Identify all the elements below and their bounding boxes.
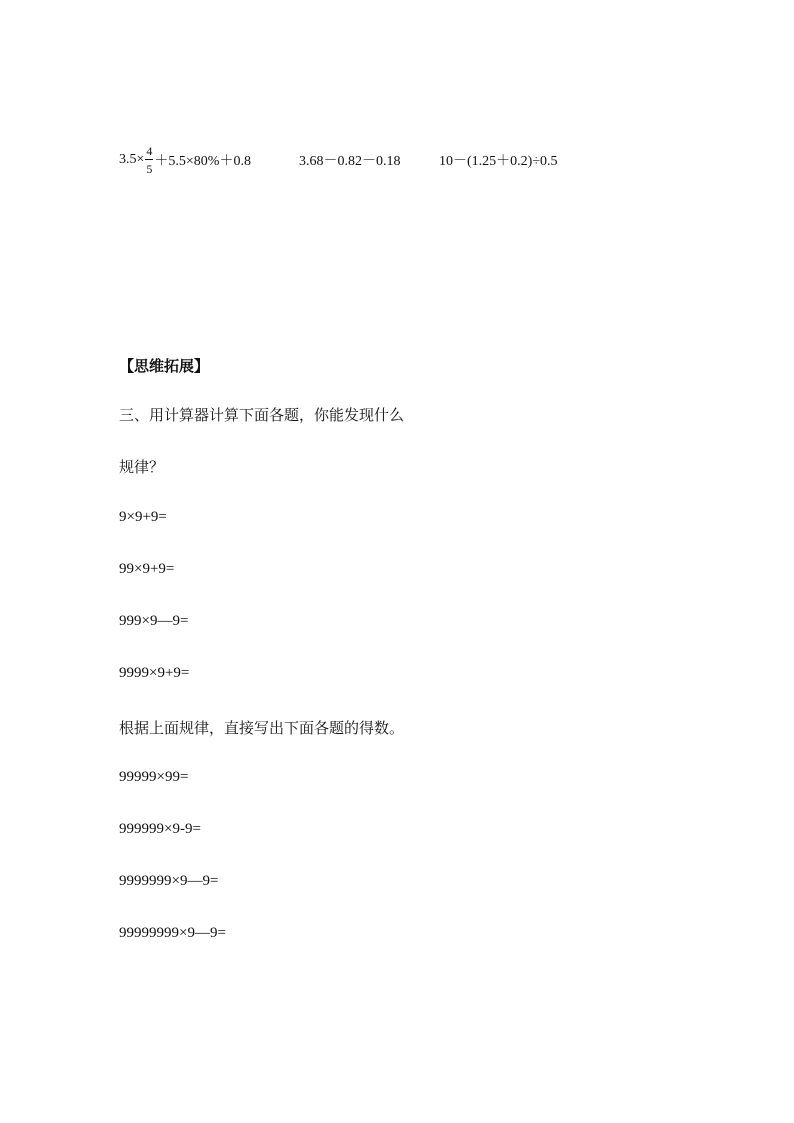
fraction — [145, 145, 153, 175]
fraction-denominator: 5 — [146, 162, 153, 176]
expression-1 — [119, 138, 251, 182]
equation-1: 9×9+9= — [119, 509, 167, 525]
answer-3: 9999999×9—9= — [119, 873, 219, 889]
expression-3: 10－(1.25＋0.2)÷0.5 — [439, 154, 558, 169]
equation-4: 9999×9+9= — [119, 665, 190, 681]
fraction-numerator: 4 — [146, 144, 153, 158]
question-line-1: 三、用计算器计算下面各题，你能发现什么 — [119, 406, 405, 424]
instruction-text: 根据上面规律，直接写出下面各题的得数。 — [119, 719, 405, 737]
expression-1-suffix: ＋5.5×80%＋0.8 — [154, 154, 251, 169]
expression-1-prefix: 3.5× — [119, 152, 145, 167]
section-title: 【思维拓展】 — [119, 357, 210, 375]
answer-4: 99999999×9—9= — [119, 925, 226, 941]
question-line-2: 规律？ — [119, 458, 165, 476]
expression-2: 3.68－0.82－0.18 — [299, 154, 401, 169]
answer-1: 99999×99= — [119, 769, 189, 785]
equation-2: 99×9+9= — [119, 561, 175, 577]
equation-3: 999×9—9= — [119, 613, 189, 629]
answer-2: 999999×9-9= — [119, 821, 201, 837]
